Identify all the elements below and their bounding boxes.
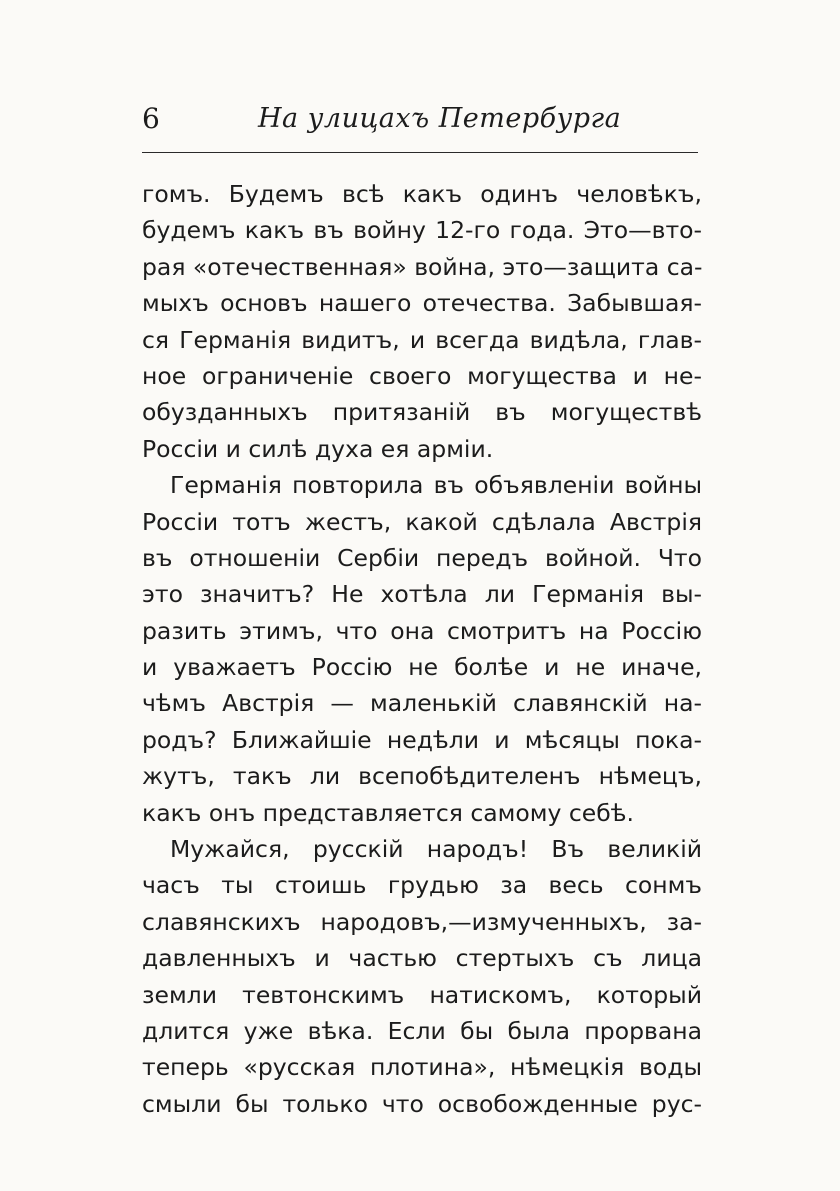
text-line: длится уже вѣка. Если бы была прорвана <box>142 1016 702 1045</box>
text-line: Россіи тотъ жестъ, какой сдѣлала Австрія <box>142 507 702 536</box>
text-line: въ отношеніи Сербіи передъ войной. Что <box>142 543 702 572</box>
text-line: и уважаетъ Россію не болѣе и не иначе, <box>142 653 702 682</box>
text-line: рая «отечественная» война, это—защита са- <box>142 252 703 281</box>
text-line: давленныхъ и частью стертыхъ съ лица <box>142 944 702 973</box>
text-line: славянскихъ народовъ,—измученныхъ, за- <box>142 907 702 936</box>
paragraph-2 <box>142 467 702 831</box>
header-rule <box>142 152 698 153</box>
body-text <box>142 176 702 1122</box>
text-line: Мужайся, русскій народъ! Въ великій <box>170 835 702 864</box>
text-line: обузданныхъ притязаній въ могуществѣ <box>142 398 702 427</box>
page-number: 6 <box>142 102 160 135</box>
text-line: гомъ. Будемъ всѣ какъ одинъ человѣкъ, <box>142 180 702 208</box>
text-line: будемъ какъ въ войну 12-го года. Это—вто- <box>142 216 702 245</box>
text-line: ное ограниченіе своего могущества и не- <box>142 361 702 390</box>
paragraph-3 <box>142 831 702 1122</box>
text-line: часъ ты стоишь грудью за весь сонмъ <box>142 871 702 900</box>
text-line: чѣмъ Австрія — маленькій славянскій на- <box>142 689 702 718</box>
text-line: Россіи и силѣ духа ея арміи. <box>142 434 494 463</box>
text-line: мыхъ основъ нашего отечества. Забывшая- <box>142 289 702 318</box>
text-line: ся Германія видитъ, и всегда видѣла, глав- <box>142 325 702 354</box>
text-line: смыли бы только что освобожденные рус- <box>142 1089 702 1118</box>
text-line: теперь «русская плотина», нѣмецкія воды <box>142 1053 702 1082</box>
text-line: жутъ, такъ ли всепобѣдителенъ нѣмецъ, <box>142 762 702 791</box>
paragraph-1 <box>142 176 702 467</box>
text-line: какъ онъ представляется самому себѣ. <box>142 798 635 827</box>
running-title: На улицахъ Петербурга <box>258 103 622 134</box>
text-line: земли тевтонскимъ натискомъ, который <box>142 980 702 1009</box>
text-line: Германія повторила въ объявленіи войны <box>170 471 702 500</box>
text-line: разить этимъ, что она смотритъ на Россію <box>142 616 702 645</box>
text-line: родъ? Ближайшіе недѣли и мѣсяцы пока- <box>142 725 702 754</box>
page-header <box>142 100 698 140</box>
text-line: это значитъ? Не хотѣла ли Германія вы- <box>142 580 702 609</box>
